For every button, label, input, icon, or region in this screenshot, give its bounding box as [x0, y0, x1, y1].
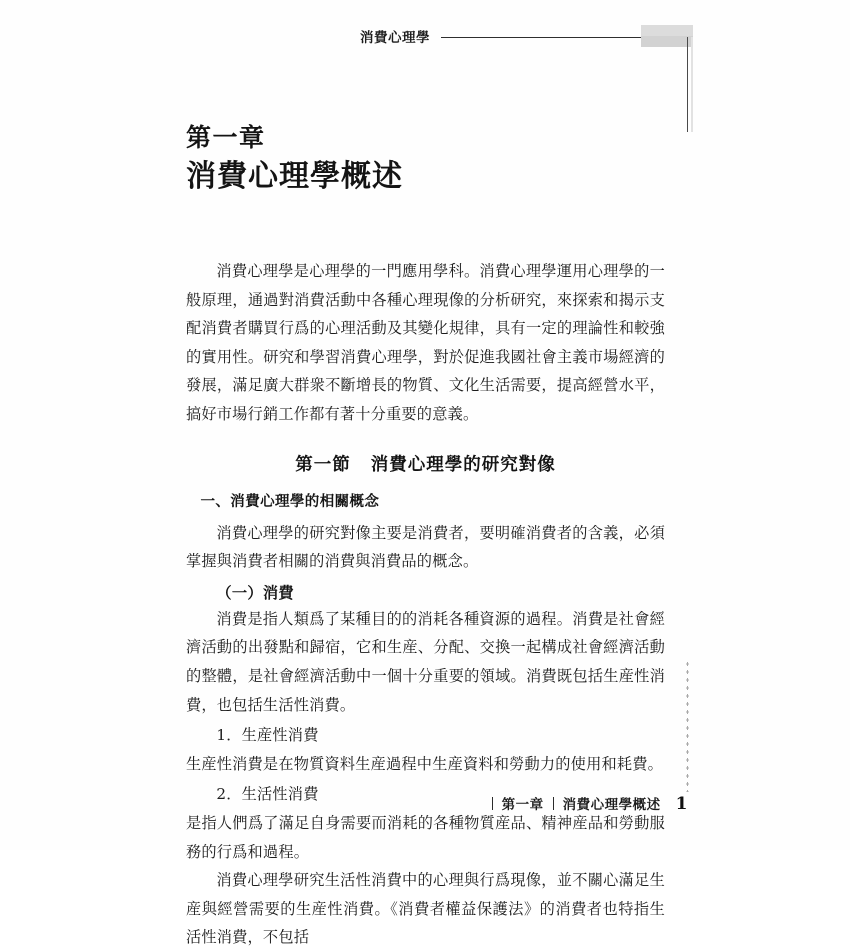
paragraph-2: 消費心理學的研究對像主要是消費者，要明確消費者的含義，必須掌握與消費者相關的消費與消費品的概念。 [186, 523, 665, 571]
section-heading [186, 451, 665, 476]
chapter-number: 第一章 [186, 123, 266, 152]
section-number: 第一節 [295, 454, 351, 475]
page-number: 1 [675, 794, 688, 814]
margin-dotted-rule [686, 660, 689, 792]
paragraph-4: 消費心理學研究生活性消費中的心理與行爲現像，並不關心滿足生産與經營需要的生産性消費。《消費者權益保護法》的消費者也特指生活性消費，不包括 [186, 871, 665, 947]
page-footer [186, 793, 688, 817]
item-2-heading: 2．生活性消費 [216, 785, 319, 804]
sub-sub-heading-1: （一）消費 [216, 583, 294, 602]
intro-paragraph: 消費心理學是心理學的一門應用學科。消費心理學運用心理學的一般原理，通過對消費活動中各種心理現像的分析研究，來探索和揭示支配消費者購買行爲的心理活動及其變化規律，具有一定的理論性和較強的實用性。研究和學習消費心理學，對於促進我國社會主義市場經濟的發展，滿足廣大群衆不斷增長的物質、文化生活需要，提高經營水平，搞好市場行銷工作都有著十分重要的意義。 [186, 262, 665, 423]
item-1-text: 生産性消費是在物質資料生産過程中生産資料和勞動力的使用和耗費。 [186, 754, 664, 773]
footer-chapter-label: 第一章 [501, 797, 544, 813]
section-title: 消費心理學的研究對像 [370, 454, 556, 475]
corner-ornament-band-highlight [641, 25, 693, 36]
item-1-heading: 1．生産性消費 [216, 726, 319, 745]
footer-divider-left-icon [492, 797, 493, 810]
running-header-title: 消費心理學 [360, 30, 430, 46]
paragraph-3: 消費是指人類爲了某種目的的消耗各種資源的過程。消費是社會經濟活動的出發點和歸宿，它和生産、分配、交換一起構成社會經濟活動的整體，是社會經濟活動中一個十分重要的領域。消費既包括生産性消費，也包括生活性消費。 [186, 609, 665, 714]
sub-heading-1: 一、消費心理學的相關概念 [200, 493, 380, 510]
page-header [186, 26, 688, 56]
footer-inner [492, 793, 688, 814]
corner-ornament-vertical-line [687, 37, 688, 132]
footer-chapter-title: 消費心理學概述 [562, 797, 661, 813]
corner-ornament-vertical-line-soft [691, 37, 693, 132]
chapter-title-block [186, 122, 666, 196]
body-content [186, 257, 665, 952]
item-2-text: 是指人們爲了滿足自身需要而消耗的各種物質産品、精神産品和勞動服務的行爲和過程。 [186, 813, 665, 861]
chapter-name: 消費心理學概述 [186, 159, 403, 195]
footer-divider-right-icon [553, 797, 554, 810]
